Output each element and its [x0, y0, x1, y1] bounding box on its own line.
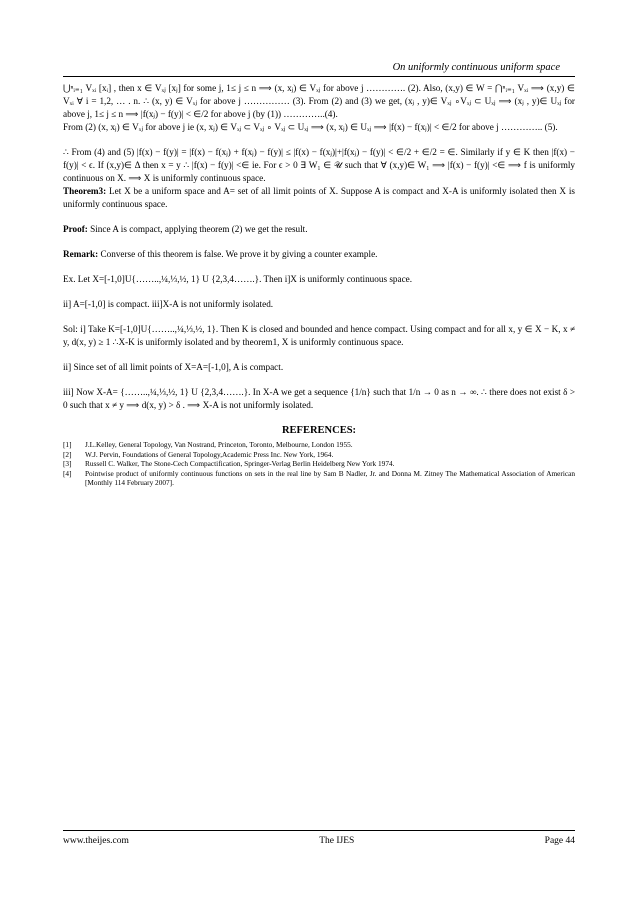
reference-item	[63, 440, 575, 450]
remark	[63, 248, 575, 261]
solution-part-3: iii] Now X-A= {……..,¼,⅓,½, 1} U {2,3,4…….}. In X-A we get a sequence {1/n} such that 1/n → 0 as n → ∞. ∴ there does not exist δ > 0 such that x ≠ y ⟹ d(x, y) > δ . ⟹ X-A is not uniformly isolated.	[63, 387, 575, 410]
reference-item	[63, 469, 575, 488]
proof-label: Proof:	[63, 224, 88, 234]
solution-part-2: ii] Since set of all limit points of X=A=[-1,0], A is compact.	[63, 362, 284, 372]
reference-text: Russell C. Walker, The Stone-Cech Compactification, Springer-Verlag Berlin Heidelberg New York 1974.	[85, 459, 395, 469]
theorem3-proof	[63, 223, 575, 236]
references-list	[63, 440, 575, 488]
reference-text: W.J. Pervin, Foundations of General Topology,Academic Press Inc. New York, 1964.	[85, 449, 334, 459]
proof-step-paragraph: From (2) (x, xⱼ) ∈ Vₓⱼ for above j ie (x, xⱼ) ∈ Vₓⱼ ⊂ Vₓⱼ ∘ Vₓⱼ ⊂ Uₓⱼ ⟹ (x, xⱼ) ∈ Uₓⱼ ⟹ |f(x) − f(xⱼ)| < ∈/2 for above j ………….. (5).	[63, 122, 558, 132]
theorem3-statement	[63, 185, 575, 211]
running-head: On uniformly continuous uniform space	[392, 62, 560, 73]
page-footer	[63, 836, 575, 846]
journal-website: www.theijes.com	[63, 836, 129, 846]
solution-part-1: Sol: i] Take K=[-1,0]U{……..,¼,⅓,½, 1}. Then K is closed and bounded and hence compact. Using compact and for all x, y ∈ X − K, x ≠ y, d(x, y) ≥ 1 ∴X-K is uniformly isolated and by theorem1, X is uniformly continuous space.	[63, 324, 575, 347]
page-number: Page 44	[544, 836, 575, 846]
reference-item	[63, 450, 575, 460]
example-claims: ii] A=[-1,0] is compact. iii]X-A is not uniformly isolated.	[63, 299, 274, 309]
example-statement: Ex. Let X=[-1,0]U{……..,¼,⅓,½, 1} U {2,3,4…….}. Then i]X is uniformly continuous space.	[63, 274, 413, 284]
remark-label: Remark:	[63, 249, 99, 259]
references-heading: REFERENCES:	[281, 425, 357, 436]
proof-continuation-paragraph: ⋃ⁿᵢ₌₁ Vₓᵢ [xᵢ] , then x ∈ Vₓⱼ [xⱼ] for some j, 1≤ j ≤ n ⟹ (x, xⱼ) ∈ Vₓⱼ for above j …………. (2). Also, (x,y) ∈ W = ⋂ⁿᵢ₌₁ Vₓᵢ ⟹ (x,y) ∈ Vₓᵢ ∀ i = 1,2, … . n. ∴ (x, y) ∈ Vₓⱼ for above j …………… (3). From (2) and (3) we get, (xⱼ , y)∈ Vₓⱼ ∘Vₓⱼ ⊂ Uₓⱼ ⟹ (xⱼ , y)∈ Uₓⱼ for above j, 1≤ j ≤ n ⟹ |f(xⱼ) − f(y)| < ∈/2 for above j (by (1)) …………..(4).	[63, 83, 575, 119]
reference-number: [4]	[63, 468, 72, 478]
proof-conclusion-paragraph: ∴ From (4) and (5) |f(x) − f(y)| = |f(x) − f(xⱼ) + f(xⱼ) − f(y)| ≤ |f(x) − f(xⱼ)|+|f(xⱼ) − f(y)| < ∈/2 + ∈/2 = ∈. Similarly if y ∈ K then |f(x) − f(y)| < ϵ. If (x,y)∈ Δ then x = y ∴ |f(x) − f(y)| <∈ ie. For ϵ > 0 ∃ W₁ ∈ 𝒰 such that ∀ (x,y)∈ W₁ ⟹ |f(x) − f(y)| <∈ ⟹ f is uniformly continuous on X. ⟹ X is uniformly continuous space.	[63, 147, 575, 183]
reference-number: [3]	[63, 459, 72, 469]
remark-text: Converse of this theorem is false. We prove it by giving a counter example.	[98, 249, 378, 259]
page-body	[63, 82, 575, 488]
reference-item	[63, 459, 575, 469]
reference-text: Pointwise product of uniformly continuous functions on sets in the real line by Sam B Nadler, Jr. and Donna M. Zitney The Mathematical Association of American [Monthly 114 February 2007].	[85, 468, 575, 488]
theorem3-text: Let X be a uniform space and A= set of all limit points of X. Suppose A is compact and X-A is uniformly isolated then X is uniformly continuous space.	[63, 186, 575, 209]
reference-number: [2]	[63, 449, 72, 459]
footer-rule	[63, 830, 575, 831]
journal-name: The IJES	[319, 836, 355, 846]
reference-text: J.L.Kelley, General Topology, Van Nostrand, Princeton, Toronto, Melbourne, London 1955.	[85, 440, 353, 449]
proof-text: Since A is compact, applying theorem (2) we get the result.	[87, 224, 308, 234]
theorem3-label: Theorem3:	[63, 186, 107, 196]
header-rule	[63, 76, 575, 77]
reference-number: [1]	[63, 440, 72, 449]
